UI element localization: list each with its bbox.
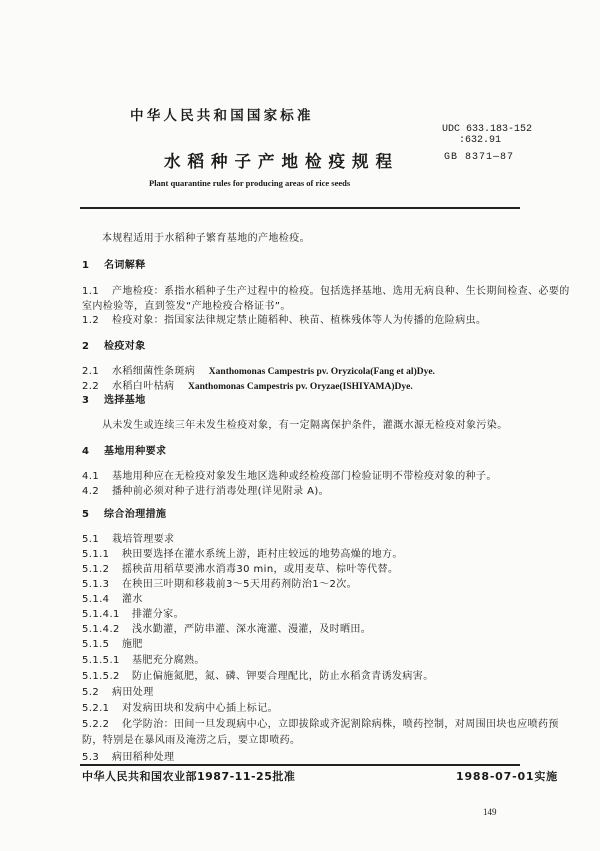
intro-paragraph: 本规程适用于水稻种子繁育基地的产地检疫。 bbox=[102, 233, 310, 244]
clause-5-1-3: 5.1.3 在秧田三叶期和移栽前3～5天用药剂防治1～2次。 bbox=[82, 579, 358, 590]
clause-5-3: 5.3 病田稻种处理 bbox=[82, 752, 175, 763]
document-title: 水稻种子产地检疫规程 bbox=[164, 152, 399, 171]
clause-5-1-2: 5.1.2 摇秧苗用稻草要沸水消毒30 min，或用麦草、棕叶等代替。 bbox=[82, 564, 399, 575]
clause-1-1-cont: 室内检验等，直到签发“产地检疫合格证书”。 bbox=[82, 301, 291, 312]
clause-2-1: 2.1 水稻细菌性条斑病 Xanthomonas Campestris pv. Oryzicola(Fang et al)Dye. bbox=[82, 366, 435, 377]
clause-1-2: 1.2 检疫对象：指国家法律规定禁止随稻种、秧苗、植株残体等人为传播的危险病虫。 bbox=[82, 315, 487, 326]
clause-5-2: 5.2 病田处理 bbox=[82, 687, 154, 698]
section-1-heading: 1 名词解释 bbox=[82, 260, 146, 271]
clause-4-2: 4.2 播种前必须对种子进行消毒处理(详见附录 A)。 bbox=[82, 486, 330, 497]
clause-2-2: 2.2 水稻白叶枯病 Xanthomonas Campestris pv. Oryzae(ISHIYAMA)Dye. bbox=[82, 381, 413, 392]
clause-5-1-4: 5.1.4 灌水 bbox=[82, 594, 143, 605]
clause-5-1: 5.1 栽培管理要求 bbox=[82, 534, 175, 545]
udc-line-1: UDC 633.183-152 bbox=[442, 124, 533, 135]
standard-type-heading: 中华人民共和国国家标准 bbox=[130, 108, 314, 124]
clause-5-2-2-cont: 防，特别是在暴风雨及淹涝之后，要立即喷药。 bbox=[82, 735, 301, 746]
clause-1-1: 1.1 产地检疫：系指水稻种子生产过程中的检疫。包括选择基地、选用无病良种、生长期间检查、必要的 bbox=[82, 286, 570, 297]
section-4-heading: 4 基地用种要求 bbox=[82, 446, 167, 457]
section-5-heading: 5 综合治理措施 bbox=[82, 509, 167, 520]
footer-divider bbox=[80, 764, 520, 766]
english-title: Plant quarantine rules for producing areas of rice seeds bbox=[149, 178, 351, 188]
clause-5-1-4-1: 5.1.4.1 排灌分家。 bbox=[82, 609, 184, 620]
clause-5-1-4-2: 5.1.4.2 浅水勤灌，严防串灌、深水淹灌、漫灌，及时晒田。 bbox=[82, 624, 372, 635]
section-3-text: 从未发生或连续三年未发生检疫对象，有一定隔离保护条件，灌溉水源无检疫对象污染。 bbox=[102, 420, 508, 431]
section-2-heading: 2 检疫对象 bbox=[82, 341, 146, 352]
effective-date: 1988-07-01实施 bbox=[456, 770, 558, 783]
clause-5-1-5-2: 5.1.5.2 防止偏施氮肥，氮、磷、钾要合理配比，防止水稻贪青诱发病害。 bbox=[82, 671, 434, 682]
clause-5-2-1: 5.2.1 对发病田块和发病中心插上标记。 bbox=[82, 703, 278, 714]
header-divider bbox=[80, 207, 520, 209]
standard-number: GB 8371—87 bbox=[444, 152, 515, 163]
approval-info: 中华人民共和国农业部1987-11-25批准 bbox=[82, 770, 296, 783]
clause-5-1-1: 5.1.1 秧田要选择在灌水系统上游，距村庄较远的地势高燥的地方。 bbox=[82, 549, 403, 560]
clause-5-2-2: 5.2.2 化学防治：田间一旦发现病中心，立即拔除或齐泥割除病株，喷药控制，对周围田块也应喷药预 bbox=[82, 719, 559, 730]
clause-5-1-5-1: 5.1.5.1 基肥充分腐熟。 bbox=[82, 655, 205, 666]
clause-4-1: 4.1 基地用种应在无检疫对象发生地区选种或经检疫部门检验证明不带检疫对象的种子。 bbox=[82, 471, 497, 482]
clause-5-1-5: 5.1.5 施肥 bbox=[82, 639, 143, 650]
page-number: 149 bbox=[483, 807, 497, 817]
section-3-heading: 3 选择基地 bbox=[82, 395, 146, 406]
udc-code bbox=[442, 124, 532, 146]
udc-line-2: :632.91 bbox=[459, 135, 502, 146]
